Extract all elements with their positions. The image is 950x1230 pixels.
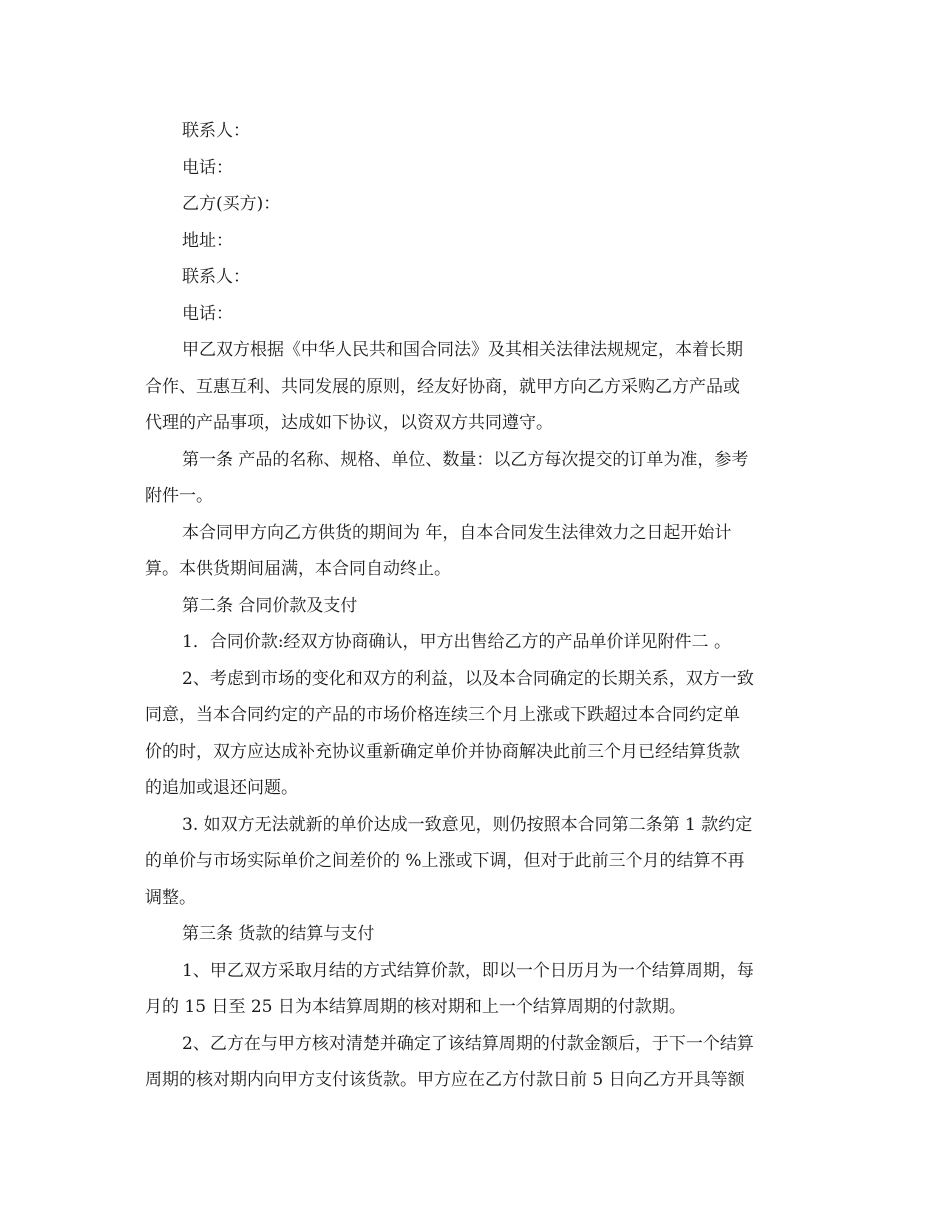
text-line: 第一条 产品的名称、规格、单位、数量：以乙方每次提交的订单为准，参考 — [182, 449, 749, 470]
text-line: 地址： — [182, 230, 233, 251]
paragraph — [145, 442, 810, 515]
text-line: 第三条 货款的结算与支付 — [182, 924, 375, 944]
text-line: 乙方(买方)： — [182, 194, 281, 214]
text-line: 算。本供货期间届满，本合同自动终止。 — [145, 559, 451, 579]
text-line: 周期的核对期内向甲方支付该货款。甲方应在乙方付款日前 5 日向乙方开具等额 — [145, 1070, 745, 1090]
text-line: 同意，当本合同约定的产品的市场价格连续三个月上涨或下跌超过本合同约定单 — [145, 705, 740, 725]
text-line: 电话： — [182, 303, 233, 324]
text-line: 电话： — [182, 157, 233, 178]
paragraph — [145, 296, 810, 333]
text-line: 合作、互惠互利、共同发展的原则，经友好协商，就甲方向乙方采购乙方产品或 — [145, 376, 740, 397]
text-line: 1．合同价款:经双方协商确认，甲方出售给乙方的产品单价详见附件二 。 — [182, 632, 731, 652]
paragraph — [145, 661, 810, 807]
paragraph — [145, 624, 810, 661]
text-line: 调整。 — [145, 887, 196, 908]
paragraph — [145, 807, 810, 917]
text-line: 1、甲乙双方采取月结的方式结算价款，即以一个日历月为一个结算周期，每 — [182, 960, 754, 981]
text-line: 2、考虑到市场的变化和双方的利益，以及本合同确定的长期关系，双方一致 — [182, 668, 754, 689]
paragraph — [145, 916, 810, 953]
document-body — [145, 113, 810, 1099]
text-line: 第二条 合同价款及支付 — [182, 595, 358, 616]
text-line: 代理的产品事项，达成如下协议，以资双方共同遵守。 — [145, 413, 553, 433]
text-line: 的追加或退还问题。 — [145, 778, 298, 798]
text-line: 价的时，双方应达成补充协议重新确定单价并协商解决此前三个月已经结算货款 — [145, 741, 740, 762]
text-line: 3. 如双方无法就新的单价达成一致意见，则仍按照本合同第二条第 1 款约定 — [182, 814, 753, 835]
text-line: 月的 15 日至 25 日为本结算周期的核对期和上一个结算周期的付款期。 — [145, 997, 686, 1017]
paragraph — [145, 223, 810, 260]
paragraph — [145, 259, 810, 296]
text-line: 联系人： — [182, 267, 250, 287]
paragraph — [145, 113, 810, 150]
text-line: 的单价与市场实际单价之间差价的 %上涨或下调，但对于此前三个月的结算不再 — [145, 851, 745, 871]
text-line: 本合同甲方向乙方供货的期间为 年，自本合同发生法律效力之日起开始计 — [182, 522, 732, 543]
paragraph — [145, 515, 810, 588]
text-line: 附件一。 — [145, 486, 213, 506]
paragraph — [145, 588, 810, 625]
text-line: 联系人： — [182, 121, 250, 141]
text-line: 2、乙方在与甲方核对清楚并确定了该结算周期的付款金额后，于下一个结算 — [182, 1033, 754, 1054]
text-line: 甲乙双方根据《中华人民共和国合同法》及其相关法律法规规定，本着长期 — [182, 340, 743, 360]
paragraph — [145, 1026, 810, 1099]
paragraph — [145, 150, 810, 187]
paragraph — [145, 953, 810, 1026]
paragraph — [145, 186, 810, 223]
paragraph — [145, 332, 810, 442]
